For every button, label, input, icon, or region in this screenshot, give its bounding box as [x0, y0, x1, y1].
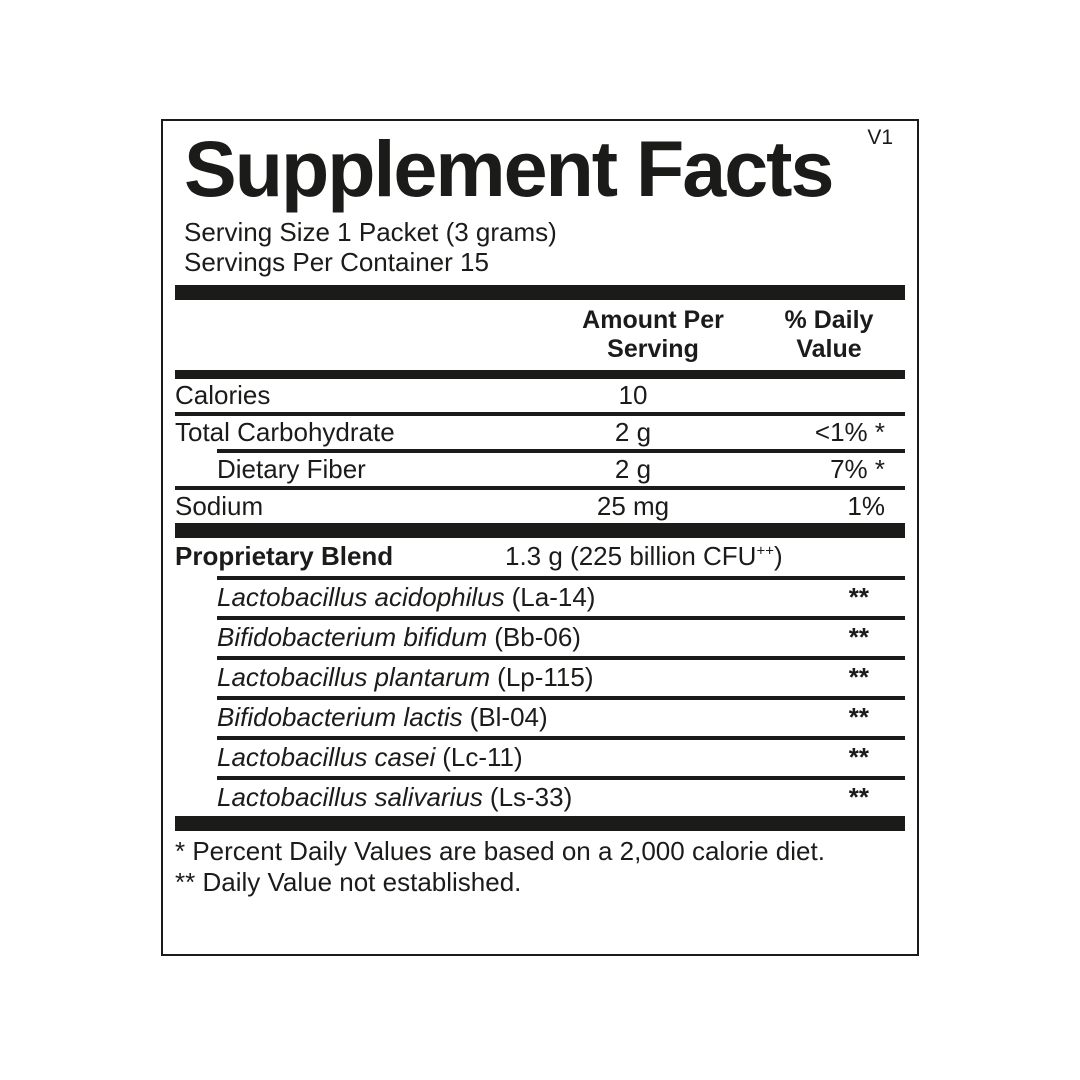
nutrient-row-dietary-fiber [175, 453, 905, 486]
divider-bar-headers [175, 370, 905, 379]
nutrient-name: Sodium [175, 491, 264, 521]
blend-dv: ** [848, 662, 869, 692]
supplement-facts-label [161, 119, 919, 956]
blend-strain: (Lp-115) [497, 662, 594, 692]
footnotes [175, 836, 905, 898]
nutrient-row-carbohydrate [175, 416, 905, 449]
column-header-spacer [175, 306, 553, 364]
blend-amount-superscript: ++ [756, 542, 774, 560]
serving-size-line: Serving Size 1 Packet (3 grams) [184, 217, 557, 247]
blend-species: Bifidobacterium lactis [217, 702, 463, 732]
nutrient-amount: 2 g [614, 454, 652, 484]
blend-species: Lactobacillus casei [217, 742, 436, 772]
blend-strain: (Bl-04) [469, 702, 548, 732]
nutrient-name: Calories [175, 380, 271, 410]
blend-strain: (Lc-11) [442, 742, 523, 772]
blend-name: Proprietary Blend [175, 541, 394, 571]
nutrient-dv: 7% * [830, 454, 885, 484]
blend-row-lactis [175, 700, 905, 736]
nutrient-row-calories [175, 379, 905, 412]
column-headers [175, 300, 905, 370]
footnote-not-established: ** Daily Value not established. [175, 867, 522, 897]
blend-dv: ** [848, 782, 869, 812]
blend-strain: (Ls-33) [489, 782, 573, 812]
blend-species: Bifidobacterium bifidum [217, 622, 488, 652]
nutrient-amount: 2 g [614, 417, 652, 447]
blend-row-salivarius [175, 780, 905, 816]
nutrient-dv: <1% * [814, 417, 885, 447]
blend-row-plantarum [175, 660, 905, 696]
blend-strain: (La-14) [511, 582, 596, 612]
nutrient-row-sodium [175, 490, 905, 523]
label-header [184, 124, 905, 213]
proprietary-blend-header [175, 538, 905, 576]
blend-row-acidophilus [175, 580, 905, 616]
divider-bar-top [175, 285, 905, 300]
blend-row-casei [175, 740, 905, 776]
nutrient-amount: 25 mg [596, 491, 670, 521]
blend-amount-text: 1.3 g (225 billion CFU [505, 541, 757, 571]
serving-info [184, 217, 905, 277]
servings-per-container-line: Servings Per Container 15 [184, 247, 489, 277]
column-amount [553, 306, 753, 364]
nutrient-amount: 10 [618, 380, 648, 410]
column-daily-value [753, 306, 905, 364]
nutrient-name: Total Carbohydrate [175, 417, 395, 447]
blend-amount-close: ) [774, 541, 783, 571]
divider-bar-blend [175, 523, 905, 538]
label-title: Supplement Facts [184, 124, 833, 213]
blend-dv: ** [848, 582, 869, 612]
blend-row-bifidum [175, 620, 905, 656]
version-tag: V1 [867, 126, 893, 149]
blend-strain: (Bb-06) [494, 622, 581, 652]
amount-per-serving-header: Amount Per Serving [582, 306, 724, 363]
footnote-daily-values: * Percent Daily Values are based on a 2,000 calorie diet. [175, 836, 825, 866]
nutrient-dv: 1% [847, 491, 885, 521]
blend-species: Lactobacillus acidophilus [217, 582, 505, 612]
blend-dv: ** [848, 702, 869, 732]
blend-dv: ** [848, 742, 869, 772]
blend-amount [505, 542, 905, 571]
divider-bar-footnotes [175, 816, 905, 831]
daily-value-header: % Daily Value [784, 306, 874, 363]
blend-dv: ** [848, 622, 869, 652]
blend-species: Lactobacillus salivarius [217, 782, 483, 812]
blend-species: Lactobacillus plantarum [217, 662, 491, 692]
nutrient-name: Dietary Fiber [217, 454, 366, 484]
